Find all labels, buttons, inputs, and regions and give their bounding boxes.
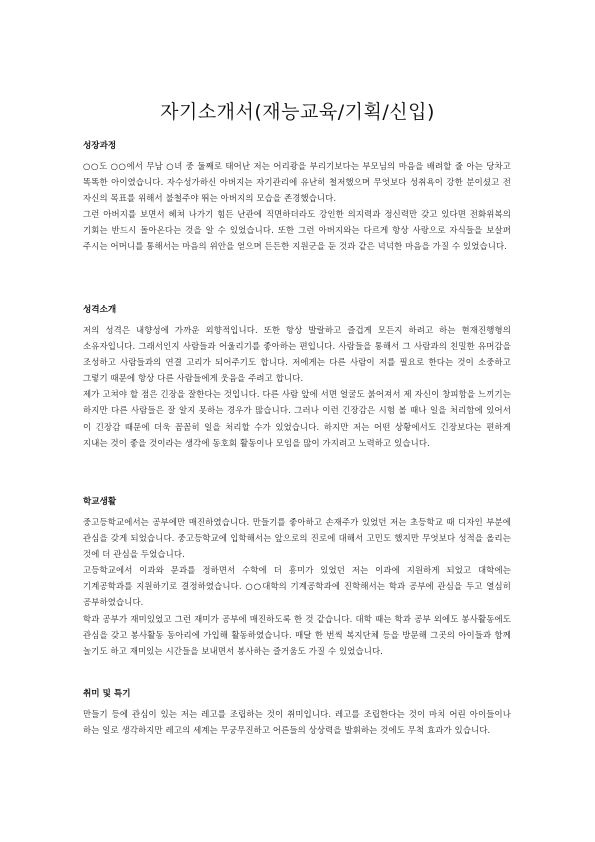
- paragraph: 중고등학교에서는 공부에만 매진하였습니다. 만들기를 좋아하고 손재주가 있었던 저는 초등학교 때 디자인 부분에 관심을 갖게 되었습니다. 중고등학교에 입학해서는 앞으로의 진로에 대해서 고민도 했지만 무엇보다 성적을 올리는 것에 더 관심을 두었습니다.: [83, 517, 511, 560]
- section-body: [83, 514, 511, 659]
- section-body: [83, 322, 511, 451]
- paragraph: 고등학교에서 이과와 문과를 정하면서 수학에 더 흥미가 있었던 저는 이과에 지원하게 되었고 대학에는 기계공학과를 지원하기로 결정하였습니다. ○○대학의 기계공학과에 진학해서는 학과 공부에 관심을 두고 열심히 공부하였습니다.: [83, 565, 511, 608]
- document-title: 자기소개서(재능교육/기획/신입): [160, 101, 435, 123]
- paragraph: 만들기 등에 관심이 있는 저는 레고를 조립하는 것이 취미입니다. 레고를 조립한다는 것이 마치 어린 아이들이나 하는 일로 생각하지만 레고의 세계는 무궁무진하고 어른들의 상상력을 발휘하는 것에도 무척 효과가 있습니다.: [83, 709, 511, 736]
- section-heading: 성장과정: [83, 141, 117, 151]
- section-growth: [83, 141, 511, 255]
- section-heading: 취미 및 특기: [83, 689, 131, 699]
- section-heading: 성격소개: [83, 305, 117, 315]
- section-hobbies: [83, 689, 511, 738]
- section-body: [83, 158, 511, 255]
- paragraph: 저의 성격은 내향성에 가까운 외향적입니다. 또한 항상 발랄하고 즐겁게 모든지 하려고 하는 현재진행형의 소유자입니다. 그래서인지 사람들과 어울리기를 좋아하는 편입니다. 사람들을 통해서 그 사람과의 친밀한 유머감을 조성하고 사람들과의 연결 고리가 되어주기도 합니다. 저에게는 다른 사람이 저를 필요로 한다는 것이 소중하고 그렇기 때문에 항상 다른 사람들에게 웃음을 주려고 합니다.: [83, 325, 511, 384]
- paragraph: 학과 공부가 재미있었고 그런 재미가 공부에 매진하도록 한 것 같습니다. 대학 때는 학과 공부 외에도 봉사활동에도 관심을 갖고 봉사활동 동아리에 가입해 활동하였습니다. 매달 한 번씩 복지단체 등을 방문해 그곳의 아이들과 함께 놀기도 하고 재미있는 시간들을 보내면서 봉사하는 즐거움도 가질 수 있었습니다.: [83, 613, 511, 656]
- section-personality: [83, 305, 511, 451]
- paragraph: ○○도 ○○에서 무남 ○녀 중 둘째로 태어난 저는 어리광을 부리기보다는 부모님의 마음을 배려할 줄 아는 당차고 똑똑한 아이였습니다. 자수성가하신 아버지는 자기관리에 유난히 철저했으며 무엇보다 성취욕이 강한 분이셨고 전 자신의 목표를 위해서 불철주야 뛰는 아버지의 모습을 존경했습니다.: [83, 161, 511, 204]
- section-body: [83, 706, 511, 738]
- paragraph: 제가 고쳐야 할 점은 긴장을 잘한다는 것입니다. 다른 사람 앞에 서면 얼굴도 붉어져서 제 자신이 창피함을 느끼기는 하지만 다른 사람들은 잘 알지 못하는 경우가 많습니다. 그러나 이런 긴장감은 시험 볼 때나 일을 처리함에 있어서 이 긴장감 때문에 더욱 꼼꼼히 일을 처리할 수가 있었습니다. 하지만 저는 어떤 상황에서도 긴장보다는 편하게 지내는 것이 좋을 것이라는 생각에 동호회 활동이나 모임을 많이 가지려고 노력하고 있습니다.: [83, 389, 511, 448]
- section-heading: 학교생활: [83, 497, 117, 507]
- paragraph: 그런 아버지를 보면서 헤쳐 나가기 힘든 난관에 직면하더라도 강인한 의지력과 정신력만 갖고 있다면 전화위복의 기회는 반드시 돌아온다는 것을 알 수 있었습니다. 또한 그런 아버지와는 다르게 항상 사랑으로 자식들을 보살펴 주시는 어머니를 통해서는 마음의 위안을 얻으며 든든한 지원군을 둔 것과 같은 넉넉한 마음을 가질 수 있었습니다.: [83, 209, 511, 252]
- section-school-life: [83, 497, 511, 659]
